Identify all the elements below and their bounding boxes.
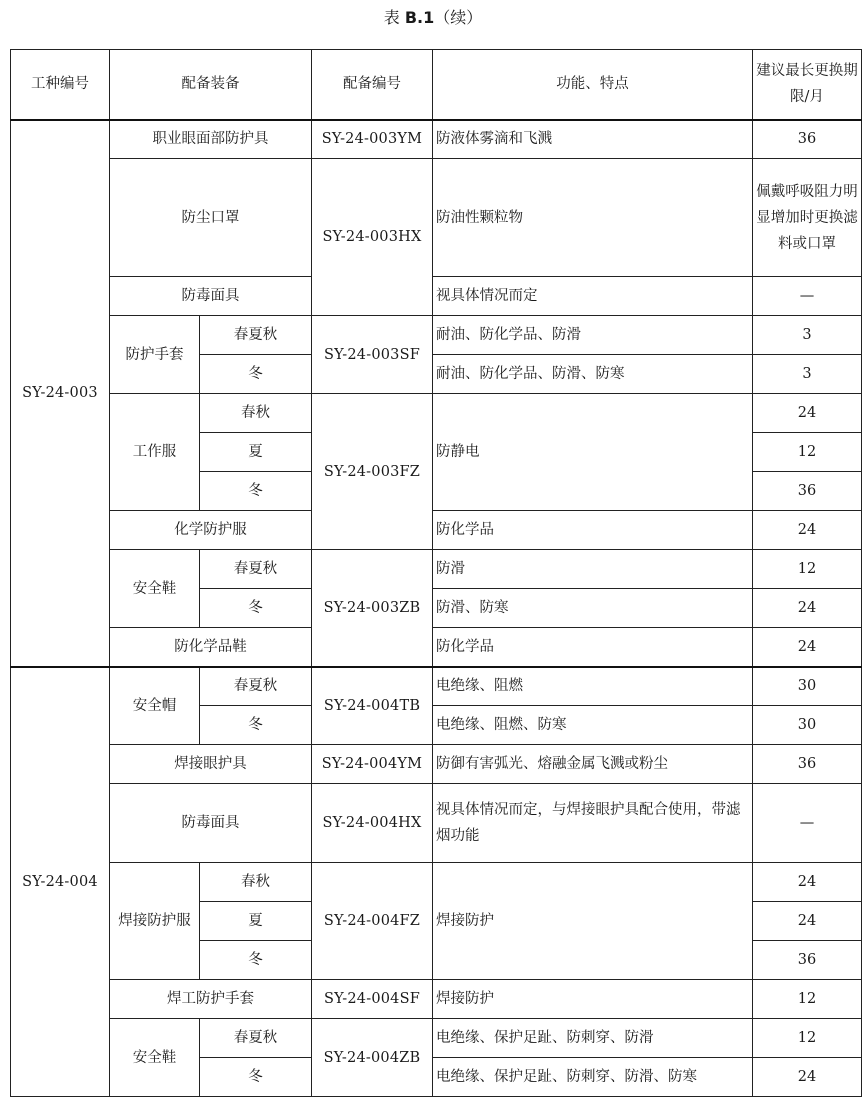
function-cell: 防化学品 — [433, 628, 753, 667]
equipment-cell: 防护手套 — [110, 316, 200, 394]
season-cell: 夏 — [200, 433, 312, 472]
season-cell: 春夏秋 — [200, 550, 312, 589]
season-cell: 冬 — [200, 941, 312, 980]
function-cell: 视具体情况而定，与焊接眼护具配合使用，带滤烟功能 — [433, 784, 753, 863]
period-cell: 3 — [753, 316, 862, 355]
function-cell: 电绝缘、阻燃 — [433, 667, 753, 706]
header-function: 功能、特点 — [433, 50, 753, 120]
season-cell: 春秋 — [200, 394, 312, 433]
period-cell: 24 — [753, 902, 862, 941]
caption-suffix: （续） — [434, 8, 483, 27]
season-cell: 夏 — [200, 902, 312, 941]
equipment-cell: 安全鞋 — [110, 550, 200, 628]
period-cell: 36 — [753, 745, 862, 784]
function-cell: 防御有害弧光、熔融金属飞溅或粉尘 — [433, 745, 753, 784]
equipment-code-cell: SY-24-003HX — [312, 159, 433, 316]
equipment-table — [10, 49, 862, 1097]
function-cell: 电绝缘、保护足趾、防刺穿、防滑、防寒 — [433, 1058, 753, 1097]
equipment-cell: 防化学品鞋 — [110, 628, 312, 667]
period-cell: 3 — [753, 355, 862, 394]
period-cell: 12 — [753, 1019, 862, 1058]
period-cell: 24 — [753, 1058, 862, 1097]
table-row — [11, 394, 862, 433]
header-equipment: 配备装备 — [110, 50, 312, 120]
equipment-cell: 工作服 — [110, 394, 200, 511]
season-cell: 冬 — [200, 472, 312, 511]
header-row — [11, 50, 862, 120]
equipment-cell: 焊工防护手套 — [110, 980, 312, 1019]
table-caption — [0, 6, 866, 30]
period-cell: 佩戴呼吸阻力明显增加时更换滤料或口罩 — [753, 159, 862, 277]
equipment-code-cell: SY-24-004YM — [312, 745, 433, 784]
season-cell: 冬 — [200, 706, 312, 745]
equipment-cell: 防尘口罩 — [110, 159, 312, 277]
function-cell: 防滑、防寒 — [433, 589, 753, 628]
equipment-cell: 职业眼面部防护具 — [110, 120, 312, 159]
equipment-cell: 安全鞋 — [110, 1019, 200, 1097]
period-cell: 24 — [753, 589, 862, 628]
table-row — [11, 1019, 862, 1058]
function-cell: 视具体情况而定 — [433, 277, 753, 316]
period-cell: 24 — [753, 863, 862, 902]
equipment-code-cell: SY-24-004SF — [312, 980, 433, 1019]
table-row — [11, 784, 862, 863]
equipment-code-cell: SY-24-003FZ — [312, 394, 433, 550]
table-row — [11, 277, 862, 316]
equipment-cell: 焊接眼护具 — [110, 745, 312, 784]
function-cell: 电绝缘、阻燃、防寒 — [433, 706, 753, 745]
header-replace-period: 建议最长更换期限/月 — [753, 50, 862, 120]
period-cell: — — [753, 277, 862, 316]
table-row — [11, 159, 862, 277]
season-cell: 冬 — [200, 589, 312, 628]
equipment-code-cell: SY-24-004HX — [312, 784, 433, 863]
equipment-cell: 安全帽 — [110, 667, 200, 745]
table-row — [11, 667, 862, 706]
function-cell: 防滑 — [433, 550, 753, 589]
table-row — [11, 316, 862, 355]
function-cell: 焊接防护 — [433, 863, 753, 980]
equipment-cell: 焊接防护服 — [110, 863, 200, 980]
job-code-cell: SY-24-003 — [11, 120, 110, 667]
function-cell: 焊接防护 — [433, 980, 753, 1019]
equipment-cell: 防毒面具 — [110, 277, 312, 316]
equipment-code-cell: SY-24-004FZ — [312, 863, 433, 980]
period-cell: 12 — [753, 980, 862, 1019]
function-cell: 防化学品 — [433, 511, 753, 550]
equipment-cell: 防毒面具 — [110, 784, 312, 863]
table-row — [11, 980, 862, 1019]
period-cell: 36 — [753, 472, 862, 511]
season-cell: 春夏秋 — [200, 667, 312, 706]
header-job-code: 工种编号 — [11, 50, 110, 120]
season-cell: 春夏秋 — [200, 316, 312, 355]
table-row — [11, 120, 862, 159]
season-cell: 冬 — [200, 355, 312, 394]
season-cell: 冬 — [200, 1058, 312, 1097]
period-cell: 36 — [753, 941, 862, 980]
job-code-cell: SY-24-004 — [11, 667, 110, 1097]
equipment-code-cell: SY-24-003ZB — [312, 550, 433, 667]
period-cell: 12 — [753, 550, 862, 589]
function-cell: 电绝缘、保护足趾、防刺穿、防滑 — [433, 1019, 753, 1058]
period-cell: 30 — [753, 667, 862, 706]
equipment-code-cell: SY-24-004ZB — [312, 1019, 433, 1097]
function-cell: 耐油、防化学品、防滑、防寒 — [433, 355, 753, 394]
equipment-code-cell: SY-24-003SF — [312, 316, 433, 394]
period-cell: 24 — [753, 511, 862, 550]
equipment-cell: 化学防护服 — [110, 511, 312, 550]
season-cell: 春夏秋 — [200, 1019, 312, 1058]
period-cell: — — [753, 784, 862, 863]
table-row — [11, 863, 862, 902]
header-equipment-code: 配备编号 — [312, 50, 433, 120]
function-cell: 耐油、防化学品、防滑 — [433, 316, 753, 355]
caption-id: B.1 — [404, 8, 435, 27]
function-cell: 防静电 — [433, 394, 753, 511]
caption-prefix: 表 — [383, 8, 400, 27]
period-cell: 30 — [753, 706, 862, 745]
season-cell: 春秋 — [200, 863, 312, 902]
table-row — [11, 511, 862, 550]
period-cell: 36 — [753, 120, 862, 159]
function-cell: 防油性颗粒物 — [433, 159, 753, 277]
period-cell: 12 — [753, 433, 862, 472]
function-cell: 防液体雾滴和飞溅 — [433, 120, 753, 159]
table-row — [11, 745, 862, 784]
period-cell: 24 — [753, 628, 862, 667]
period-cell: 24 — [753, 394, 862, 433]
table-row — [11, 628, 862, 667]
table-row — [11, 550, 862, 589]
equipment-code-cell: SY-24-003YM — [312, 120, 433, 159]
equipment-code-cell: SY-24-004TB — [312, 667, 433, 745]
